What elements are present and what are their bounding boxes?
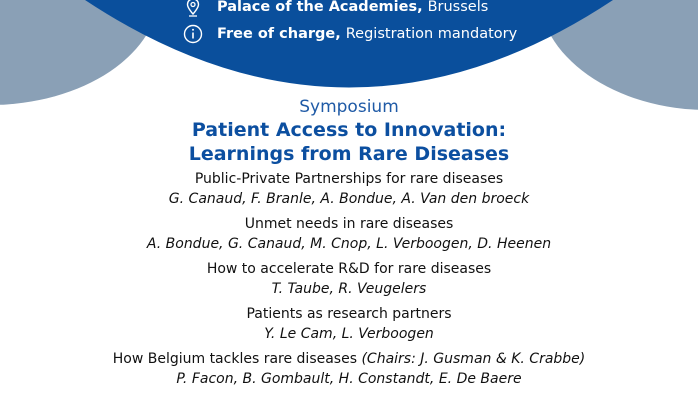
location-name: Palace of the Academies, [217, 0, 423, 15]
event-title-line-2: Learnings from Rare Diseases [188, 143, 510, 165]
session-item [0, 305, 698, 344]
session-speakers: T. Taube, R. Veugelers [271, 281, 427, 297]
session-title [0, 170, 698, 189]
session-title [0, 260, 698, 279]
session-speakers: Y. Le Cam, L. Verboogen [264, 326, 434, 342]
session-title [0, 305, 698, 324]
location-city: Brussels [427, 0, 489, 15]
fee-label: Free of charge, [217, 26, 341, 42]
fee-note: Registration mandatory [345, 26, 518, 42]
session-speakers: G. Canaud, F. Branle, A. Bondue, A. Van den broeck [168, 191, 530, 207]
program [0, 96, 698, 395]
session-item [0, 215, 698, 254]
session-title-text: Unmet needs in rare diseases [244, 216, 454, 232]
info-icon [183, 24, 203, 44]
fee-row [183, 23, 517, 45]
session-title [0, 215, 698, 234]
session-title-text: How Belgium tackles rare diseases [112, 351, 358, 367]
location-pin-icon [183, 0, 203, 17]
session-item [0, 260, 698, 299]
session-speakers: P. Facon, B. Gombault, H. Constandt, E. De Baere [176, 371, 522, 387]
session-title-text: How to accelerate R&D for rare diseases [206, 261, 492, 277]
session-speakers: A. Bondue, G. Canaud, M. Cnop, L. Verboogen, D. Heenen [146, 236, 552, 252]
event-title-line-1: Patient Access to Innovation: [191, 119, 507, 141]
session-title-text: Public-Private Partnerships for rare diseases [194, 171, 504, 187]
event-type: Symposium [299, 97, 399, 117]
session-item [0, 170, 698, 209]
session-item [0, 350, 698, 389]
event-title [0, 118, 698, 166]
session-chairs: (Chairs: J. Gusman & K. Crabbe) [361, 351, 586, 367]
session-title-text: Patients as research partners [246, 306, 452, 322]
location-row [183, 0, 488, 18]
session-title [0, 350, 698, 369]
